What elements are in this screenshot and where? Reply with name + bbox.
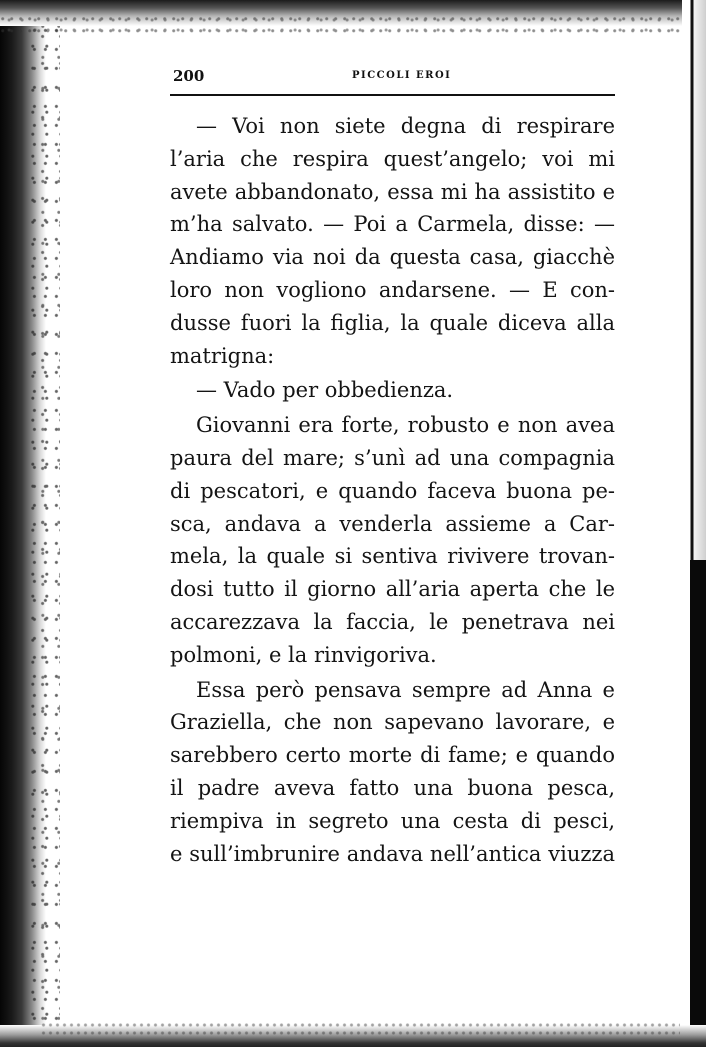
text-line: avete abbandonato, essa mi ha assistito e: [170, 179, 615, 204]
text-line: Graziella, che non sapevano lavorare, e: [170, 710, 615, 735]
running-title: PICCOLI EROI: [352, 70, 452, 81]
text-line: loro non vogliono andarsene. — E con-: [170, 277, 615, 302]
text-line: matrigna:: [170, 343, 275, 368]
text-line: sarebbero certo morte di fame; e quando: [170, 743, 615, 768]
binding-speckle: [30, 0, 60, 1047]
text-line: il padre aveva fatto una buona pesca,: [170, 775, 615, 800]
paragraph: [170, 110, 615, 372]
text-line: Giovanni era forte, robusto e non avea: [196, 413, 615, 438]
page-content: [170, 60, 615, 870]
text-line: m’ha salvato. — Poi a Carmela, disse: —: [170, 212, 615, 237]
text-line: accarezzava la faccia, le penetrava nei: [170, 609, 615, 634]
paragraph: [170, 409, 615, 671]
text-line: dosi tutto il giorno all’aria aperta che le: [170, 577, 615, 602]
text-line: paura del mare; s’unì ad una compagnia: [170, 445, 615, 470]
text-line: Andiamo via noi da questa casa, giacchè: [170, 245, 615, 270]
top-edge-speckle: [0, 14, 706, 34]
body-text: [170, 110, 615, 870]
text-line: — Voi non siete degna di respirare: [196, 114, 615, 138]
text-line: — Vado per obbedienza.: [196, 378, 454, 403]
text-line: mela, la quale si sentiva rivivere trovan-: [170, 544, 615, 569]
paragraph: [170, 374, 615, 407]
text-line: polmoni, e la rinvigoriva.: [170, 642, 437, 667]
text-line: l’aria che respira quest’angelo; voi mi: [170, 146, 615, 171]
page-number: 200: [173, 67, 205, 85]
text-line: dusse fuori la figlia, la quale diceva alla: [170, 310, 615, 335]
paragraph: [170, 674, 615, 871]
running-header: [170, 60, 615, 96]
text-line: e sull’imbrunire andava nell’antica viuzza: [170, 841, 615, 866]
text-line: riempiva in segreto una cesta di pesci,: [170, 808, 615, 833]
text-line: di pescatori, e quando faceva buona pe-: [170, 478, 615, 503]
bottom-edge-speckle: [40, 1021, 680, 1035]
text-line: sca, andava a venderla assieme a Car-: [170, 511, 615, 536]
right-edge-shadow: [690, 560, 706, 1047]
text-line: Essa però pensava sempre ad Anna e: [196, 677, 615, 702]
